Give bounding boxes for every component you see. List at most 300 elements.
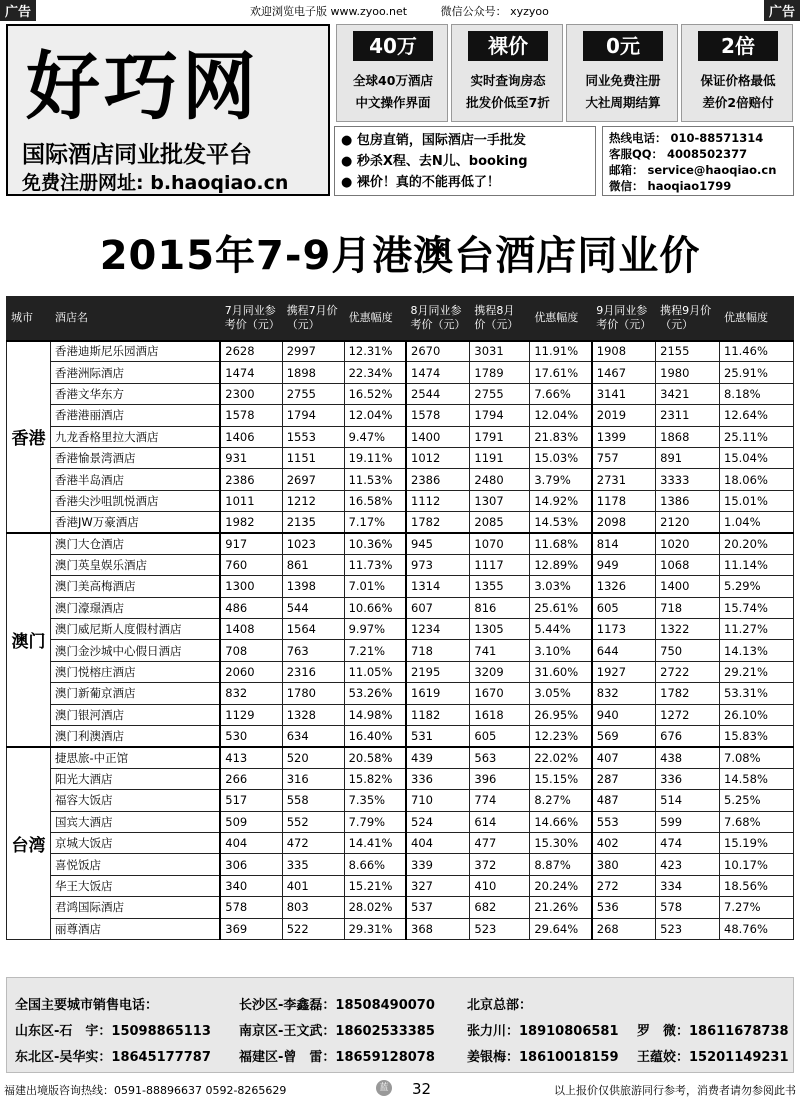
price-cell: 11.73% [344,554,406,575]
price-cell: 287 [592,768,656,789]
price-cell: 413 [220,747,282,768]
price-cell: 531 [406,726,470,747]
price-cell: 53.26% [344,683,406,704]
price-cell: 578 [656,897,720,918]
table-row [7,447,794,468]
price-cell: 7.35% [344,790,406,811]
price-cell: 369 [220,918,282,939]
price-cell: 741 [470,640,530,661]
price-cell: 11.46% [720,341,794,362]
price-cell: 2155 [656,341,720,362]
price-cell: 7.79% [344,811,406,832]
price-cell: 2311 [656,405,720,426]
price-cell: 15.21% [344,875,406,896]
table-row [7,490,794,511]
price-cell: 11.68% [530,533,592,554]
price-cell: 7.68% [720,811,794,832]
price-cell: 339 [406,854,470,875]
table-row [7,512,794,533]
table-row [7,426,794,447]
table-row [7,576,794,597]
price-cell: 718 [406,640,470,661]
logo-title: 好巧网 [26,44,260,130]
price-cell: 20.20% [720,533,794,554]
price-cell: 599 [656,811,720,832]
table-row [7,704,794,725]
price-cell: 19.11% [344,447,406,468]
logo-block [6,24,330,196]
price-cell: 306 [220,854,282,875]
bottom-left-text: 福建出境版咨询热线：0591-88896637 0592-8265629 [4,1084,287,1097]
price-cell: 517 [220,790,282,811]
price-cell: 1618 [470,704,530,725]
header-cell: 酒店名 [50,297,220,341]
price-cell: 569 [592,726,656,747]
header-cell: 优惠幅度 [530,297,592,341]
price-cell: 949 [592,554,656,575]
city-cell: 澳门 [7,533,51,747]
price-cell: 1300 [220,576,282,597]
price-cell: 423 [656,854,720,875]
price-cell: 2480 [470,469,530,490]
price-cell: 26.95% [530,704,592,725]
page-mark: 蓝 [376,1080,392,1096]
price-cell: 1272 [656,704,720,725]
price-cell: 2135 [282,512,344,533]
register-url: 免费注册网址: b.haoqiao.cn [22,172,289,194]
price-cell: 1326 [592,576,656,597]
price-cell: 1112 [406,490,470,511]
price-cell: 832 [220,683,282,704]
price-cell: 8.18% [720,383,794,404]
price-cell: 7.17% [344,512,406,533]
price-cell: 1791 [470,426,530,447]
hotel-name-cell: 丽尊酒店 [50,918,220,939]
price-cell: 2120 [656,512,720,533]
price-cell: 29.31% [344,918,406,939]
bullet-item: ● 包房直销，国际酒店一手批发 [341,133,526,148]
price-cell: 1400 [406,426,470,447]
feature-line: 同业免费注册 [585,73,661,88]
hotel-name-cell: 澳门美高梅酒店 [50,576,220,597]
price-cell: 524 [406,811,470,832]
table-row [7,554,794,575]
price-cell: 1982 [220,512,282,533]
table-row [7,341,794,362]
price-cell: 335 [282,854,344,875]
price-cell: 530 [220,726,282,747]
top-bar [0,0,800,20]
price-cell: 372 [470,854,530,875]
price-cell: 474 [656,832,720,853]
price-cell: 2019 [592,405,656,426]
hotline: 热线电话： 010-88571314 [609,131,764,145]
price-cell: 15.01% [720,490,794,511]
price-cell: 266 [220,768,282,789]
qq: 客服QQ： 4008502377 [609,147,748,161]
table-row [7,405,794,426]
feature-badge: 2倍 [698,31,778,61]
price-cell: 17.61% [530,362,592,383]
price-cell: 380 [592,854,656,875]
price-cell: 509 [220,811,282,832]
price-cell: 578 [220,897,282,918]
price-cell: 1178 [592,490,656,511]
table-row [7,832,794,853]
price-cell: 832 [592,683,656,704]
price-cell: 1794 [470,405,530,426]
price-cell: 28.02% [344,897,406,918]
table-row [7,897,794,918]
price-cell: 1070 [470,533,530,554]
price-cell: 814 [592,533,656,554]
table-row [7,597,794,618]
price-cell: 5.25% [720,790,794,811]
price-cell: 7.27% [720,897,794,918]
price-cell: 48.76% [720,918,794,939]
price-cell: 16.52% [344,383,406,404]
hotel-name-cell: 澳门大仓酒店 [50,533,220,554]
price-cell: 1386 [656,490,720,511]
price-cell: 558 [282,790,344,811]
price-cell: 316 [282,768,344,789]
price-cell: 15.74% [720,597,794,618]
price-cell: 14.98% [344,704,406,725]
price-cell: 368 [406,918,470,939]
price-cell: 2731 [592,469,656,490]
price-cell: 15.19% [720,832,794,853]
price-cell: 8.66% [344,854,406,875]
price-cell: 327 [406,875,470,896]
email: 邮箱： service@haoqiao.cn [609,163,777,177]
feature-card [566,24,678,122]
price-cell: 3209 [470,661,530,682]
price-cell: 2316 [282,661,344,682]
table-row [7,768,794,789]
table-row [7,383,794,404]
price-cell: 10.17% [720,854,794,875]
price-cell: 3.05% [530,683,592,704]
price-cell: 22.02% [530,747,592,768]
price-cell: 763 [282,640,344,661]
price-cell: 1789 [470,362,530,383]
price-cell: 29.64% [530,918,592,939]
price-cell: 486 [220,597,282,618]
price-cell: 605 [470,726,530,747]
price-cell: 1023 [282,533,344,554]
price-cell: 552 [282,811,344,832]
price-cell: 25.61% [530,597,592,618]
price-cell: 3.03% [530,576,592,597]
price-cell: 1307 [470,490,530,511]
price-cell: 1474 [220,362,282,383]
price-cell: 7.21% [344,640,406,661]
price-cell: 14.92% [530,490,592,511]
hotel-name-cell: 华王大饭店 [50,875,220,896]
bullet-item: ● 秒杀X程、去N儿、booking [341,154,528,169]
price-cell: 21.83% [530,426,592,447]
price-cell: 3333 [656,469,720,490]
price-cell: 1474 [406,362,470,383]
beijing-title: 北京总部： [467,998,533,1013]
sales-contact: 罗 微：18611678738 [637,1024,789,1039]
price-cell: 10.36% [344,533,406,554]
table-row [7,661,794,682]
price-cell: 1553 [282,426,344,447]
price-cell: 2628 [220,341,282,362]
table-row [7,469,794,490]
table-row [7,918,794,939]
price-cell: 544 [282,597,344,618]
price-cell: 11.27% [720,619,794,640]
table-row [7,533,794,554]
price-cell: 7.66% [530,383,592,404]
price-cell: 2098 [592,512,656,533]
feature-badge: 0元 [583,31,663,61]
price-cell: 1328 [282,704,344,725]
feature-card [451,24,563,122]
price-cell: 2997 [282,341,344,362]
city-cell: 香港 [7,341,51,534]
sales-contact: 姜银梅：18610018159 [467,1050,619,1065]
price-cell: 3.79% [530,469,592,490]
price-cell: 1927 [592,661,656,682]
header-cell: 9月同业参考价（元） [592,297,656,341]
header-cell: 优惠幅度 [720,297,794,341]
price-cell: 710 [406,790,470,811]
price-cell: 7.01% [344,576,406,597]
price-cell: 21.26% [530,897,592,918]
price-cell: 945 [406,533,470,554]
price-cell: 15.03% [530,447,592,468]
price-cell: 439 [406,747,470,768]
price-cell: 5.44% [530,619,592,640]
header-cell: 城市 [7,297,51,341]
price-cell: 2544 [406,383,470,404]
price-cell: 16.40% [344,726,406,747]
price-cell: 15.04% [720,447,794,468]
price-cell: 2670 [406,341,470,362]
feature-card [336,24,448,122]
price-cell: 14.13% [720,640,794,661]
promo-bullets [334,126,596,196]
sales-contact: 王蕴姣：15201149231 [637,1050,789,1065]
price-cell: 682 [470,897,530,918]
price-cell: 2300 [220,383,282,404]
price-cell: 12.23% [530,726,592,747]
price-cell: 477 [470,832,530,853]
price-cell: 553 [592,811,656,832]
price-cell: 1564 [282,619,344,640]
price-cell: 1398 [282,576,344,597]
hotel-name-cell: 福容大饭店 [50,790,220,811]
table-row [7,619,794,640]
price-cell: 1117 [470,554,530,575]
price-cell: 2195 [406,661,470,682]
price-cell: 11.91% [530,341,592,362]
price-table-body [7,341,794,940]
hotel-name-cell: 澳门利澳酒店 [50,726,220,747]
hotel-name-cell: 阳光大酒店 [50,768,220,789]
price-cell: 3141 [592,383,656,404]
price-cell: 1868 [656,426,720,447]
header-cell: 7月同业参考价（元） [220,297,282,341]
price-cell: 605 [592,597,656,618]
hotel-name-cell: 澳门新葡京酒店 [50,683,220,704]
price-cell: 25.91% [720,362,794,383]
hotel-name-cell: 澳门濠璟酒店 [50,597,220,618]
price-cell: 634 [282,726,344,747]
price-cell: 404 [220,832,282,853]
hotel-name-cell: 香港尖沙咀凯悦酒店 [50,490,220,511]
contact-block [602,126,794,196]
feature-badge: 40万 [353,31,433,61]
price-cell: 1191 [470,447,530,468]
price-cell: 8.27% [530,790,592,811]
table-row [7,854,794,875]
feature-line: 实时查询房态 [470,73,546,88]
price-table [6,296,794,940]
price-cell: 5.29% [720,576,794,597]
price-cell: 1212 [282,490,344,511]
price-cell: 891 [656,447,720,468]
feature-line: 批发价低至7折 [466,95,550,110]
price-cell: 676 [656,726,720,747]
price-cell: 917 [220,533,282,554]
price-cell: 15.15% [530,768,592,789]
price-cell: 757 [592,447,656,468]
price-cell: 340 [220,875,282,896]
ad-label-right: 广告 [764,0,800,21]
price-cell: 14.53% [530,512,592,533]
header-cell: 8月同业参考价（元） [406,297,470,341]
hotel-name-cell: 京城大饭店 [50,832,220,853]
price-cell: 1406 [220,426,282,447]
price-cell: 1908 [592,341,656,362]
table-row [7,726,794,747]
price-cell: 14.66% [530,811,592,832]
price-cell: 31.60% [530,661,592,682]
price-cell: 1399 [592,426,656,447]
price-cell: 1012 [406,447,470,468]
price-cell: 523 [656,918,720,939]
feature-badge: 裸价 [468,31,548,61]
sales-footer [6,977,794,1073]
hotel-name-cell: 喜悦饭店 [50,854,220,875]
price-cell: 520 [282,747,344,768]
price-cell: 1068 [656,554,720,575]
price-cell: 2386 [406,469,470,490]
header-cell: 携程8月价（元） [470,297,530,341]
table-row [7,875,794,896]
page-title: 2015年7-9月港澳台酒店同业价 [99,233,701,279]
feature-line: 保证价格最低 [700,73,776,88]
price-cell: 1670 [470,683,530,704]
sales-contact: 山东区-石 宇：15098865113 [15,1024,211,1039]
feature-line: 全球40万酒店 [353,73,433,88]
bullet-item: ● 裸价！真的不能再低了！ [341,175,500,190]
price-cell: 1011 [220,490,282,511]
hotel-name-cell: 澳门英皇娱乐酒店 [50,554,220,575]
price-cell: 861 [282,554,344,575]
hotel-name-cell: 九龙香格里拉大酒店 [50,426,220,447]
hotel-name-cell: 香港愉景湾酒店 [50,447,220,468]
price-cell: 20.24% [530,875,592,896]
price-cell: 9.47% [344,426,406,447]
hotel-name-cell: 香港文华东方 [50,383,220,404]
price-cell: 1578 [220,405,282,426]
price-cell: 2755 [470,383,530,404]
price-cell: 1234 [406,619,470,640]
welcome-text: 欢迎浏览电子版 www.zyoo.net [250,5,408,18]
price-cell: 750 [656,640,720,661]
price-cell: 10.66% [344,597,406,618]
price-cell: 11.05% [344,661,406,682]
price-cell: 14.58% [720,768,794,789]
ad-label-left: 广告 [0,0,36,21]
price-cell: 396 [470,768,530,789]
price-cell: 1151 [282,447,344,468]
price-cell: 1980 [656,362,720,383]
price-cell: 16.58% [344,490,406,511]
table-row [7,747,794,768]
price-cell: 644 [592,640,656,661]
price-cell: 9.97% [344,619,406,640]
price-cell: 11.14% [720,554,794,575]
price-cell: 3.10% [530,640,592,661]
price-cell: 15.82% [344,768,406,789]
price-cell: 404 [406,832,470,853]
price-cell: 2085 [470,512,530,533]
table-row [7,683,794,704]
price-cell: 2386 [220,469,282,490]
price-cell: 1173 [592,619,656,640]
price-cell: 334 [656,875,720,896]
price-cell: 410 [470,875,530,896]
price-cell: 718 [656,597,720,618]
price-cell: 3421 [656,383,720,404]
price-cell: 537 [406,897,470,918]
price-cell: 1578 [406,405,470,426]
price-cell: 12.31% [344,341,406,362]
price-cell: 816 [470,597,530,618]
price-cell: 7.08% [720,747,794,768]
price-cell: 1322 [656,619,720,640]
price-cell: 29.21% [720,661,794,682]
price-cell: 438 [656,747,720,768]
price-cell: 2755 [282,383,344,404]
hotel-name-cell: 澳门威尼斯人度假村酒店 [50,619,220,640]
price-cell: 15.83% [720,726,794,747]
price-cell: 2060 [220,661,282,682]
disclaimer-text: 以上报价仅供旅游同行参考，消费者请勿参阅此书 [554,1084,796,1097]
price-cell: 1314 [406,576,470,597]
hotel-name-cell: 澳门悦榕庄酒店 [50,661,220,682]
price-cell: 14.41% [344,832,406,853]
price-cell: 336 [406,768,470,789]
table-row [7,811,794,832]
price-cell: 18.06% [720,469,794,490]
sales-contact: 福建区-曾 雷：18659128078 [239,1050,435,1065]
price-cell: 1408 [220,619,282,640]
price-cell: 760 [220,554,282,575]
price-cell: 973 [406,554,470,575]
hotel-name-cell: 君鸿国际酒店 [50,897,220,918]
price-cell: 15.30% [530,832,592,853]
price-cell: 20.58% [344,747,406,768]
price-cell: 563 [470,747,530,768]
price-cell: 18.56% [720,875,794,896]
